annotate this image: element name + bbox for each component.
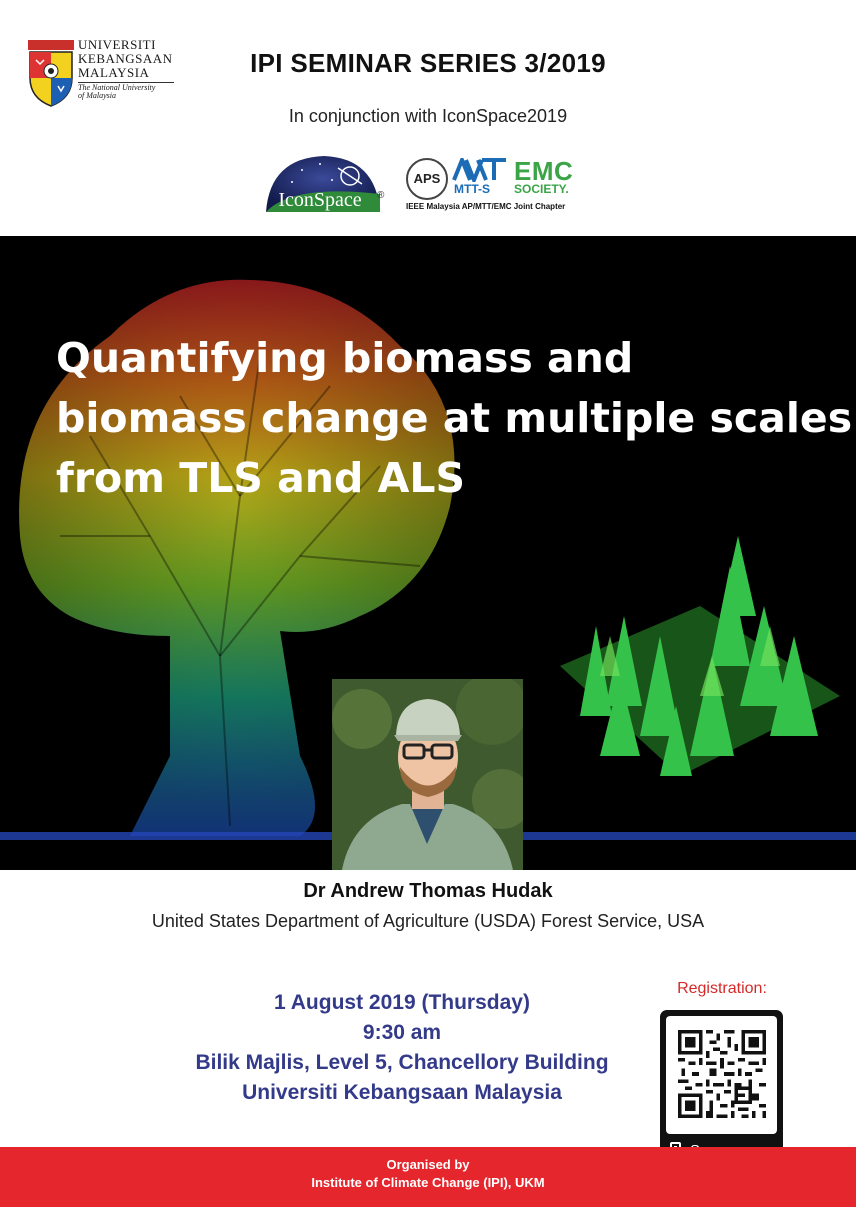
hero-banner: [0, 236, 856, 870]
iconspace-wordmark: IconSpace: [278, 189, 362, 211]
ukm-line-2: KEBANGSAAN: [78, 51, 173, 66]
ieee-joint-chapter-logo: [406, 156, 590, 214]
talk-title-line-3: from TLS and ALS: [56, 454, 465, 502]
speaker-affiliation: United States Department of Agriculture (USDA) Forest Service, USA: [151, 911, 705, 931]
mtts-wordmark: MTT-S: [454, 182, 490, 196]
speaker-photo: [332, 679, 523, 870]
conjunction-text: In conjunction with IconSpace2019: [288, 106, 568, 126]
ukm-subtitle-2: of Malaysia: [78, 91, 116, 100]
talk-title-line-1: Quantifying biomass and: [56, 334, 634, 382]
ukm-subtitle-1: The National University: [78, 83, 156, 92]
event-date: 1 August 2019 (Thursday): [274, 991, 530, 1014]
talk-title-line-2: biomass change at multiple scales: [56, 394, 853, 442]
event-venue: Bilik Majlis, Level 5, Chancellory Building: [195, 1051, 609, 1074]
event-details: [150, 988, 654, 1108]
seminar-title: IPI SEMINAR SERIES 3/2019: [250, 48, 606, 78]
mtts-logo-icon: [452, 158, 508, 182]
qr-code-icon[interactable]: [678, 1028, 766, 1120]
organiser-footer: [0, 1147, 856, 1207]
registration-label: Registration:: [677, 980, 767, 997]
poster-header: [0, 0, 856, 236]
registered-mark: ®: [377, 190, 385, 201]
qr-code-frame: [666, 1016, 777, 1134]
registration-qr-card[interactable]: [660, 1010, 783, 1170]
organised-by-label: Organised by: [386, 1157, 470, 1172]
organiser-name: Institute of Climate Change (IPI), UKM: [311, 1175, 545, 1190]
ukm-line-3: MALAYSIA: [78, 65, 150, 80]
ukm-line-1: UNIVERSITI: [78, 37, 156, 52]
iconspace-logo: [262, 154, 392, 214]
speaker-name: Dr Andrew Thomas Hudak: [303, 880, 553, 902]
event-institution: Universiti Kebangsaan Malaysia: [242, 1081, 562, 1104]
emc-wordmark: EMC: [514, 156, 574, 186]
emc-society-wordmark: SOCIETY.: [514, 182, 569, 196]
speaker-portrait-image: [332, 679, 523, 870]
ieee-chapter-caption: IEEE Malaysia AP/MTT/EMC Joint Chapter: [406, 202, 566, 211]
aps-badge-icon: APS: [406, 158, 448, 200]
talk-title: [56, 328, 853, 508]
event-time: 9:30 am: [362, 1021, 442, 1044]
